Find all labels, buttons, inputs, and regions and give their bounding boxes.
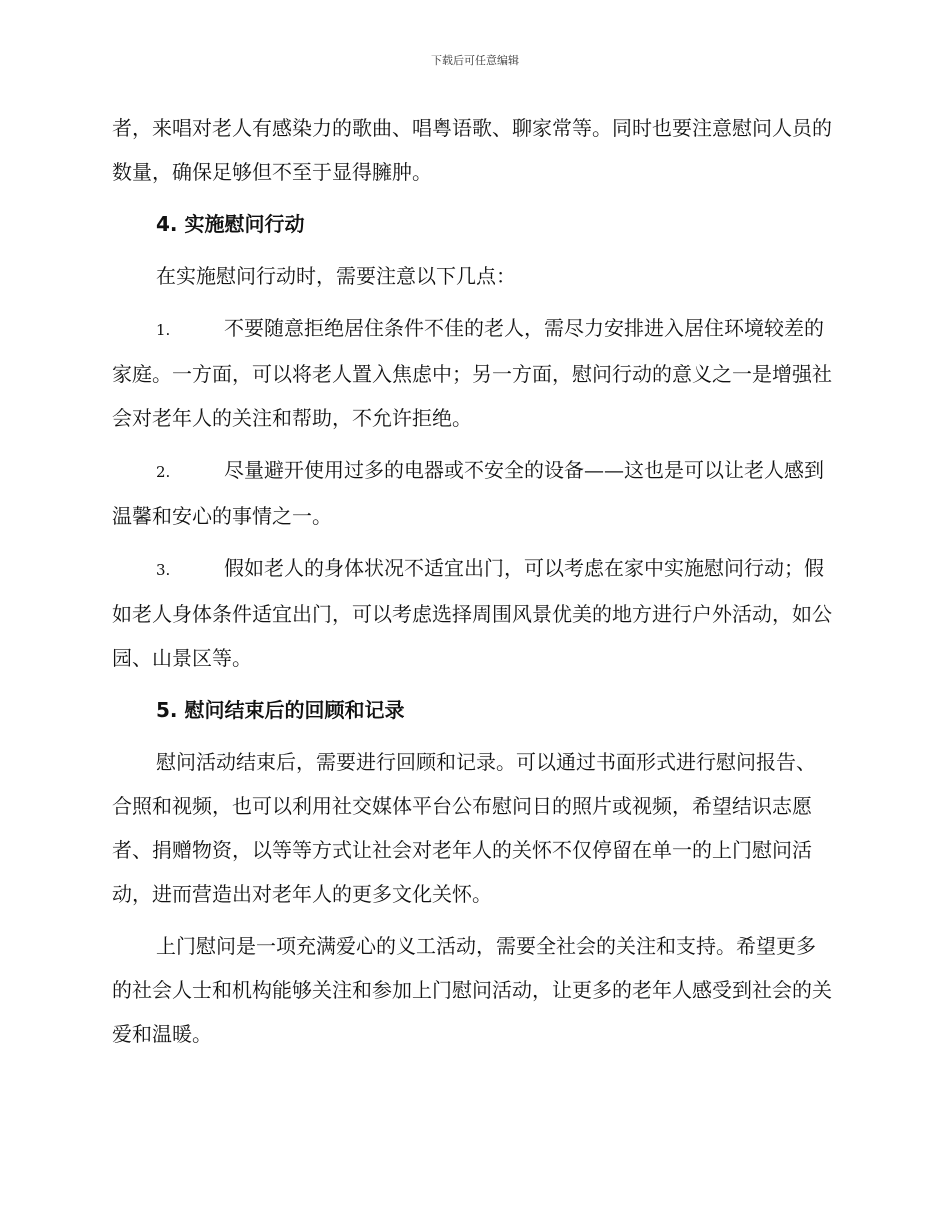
list-item-text: 不要随意拒绝居住条件不佳的老人，需尽力安排进入居住环境较差的家庭。一方面，可以将老人置入焦虑中；另一方面，慰问行动的意义之一是增强社会对老年人的关注和帮助，不允许拒绝。 [112,316,832,430]
document-body [112,106,834,1064]
section-4-lead: 在实施慰问行动时，需要注意以下几点： [156,264,516,288]
page-header: 下载后可任意编辑 [431,54,519,67]
list-item-text: 尽量避开使用过多的电器或不安全的设备——这也是可以让老人感到温馨和安心的事情之一。 [112,458,824,528]
intro-paragraph: 者，来唱对老人有感染力的歌曲、唱粤语歌、聊家常等。同时也要注意慰问人员的数量，确保足够但不至于显得臃肿。 [112,116,832,184]
section-5-heading: 5. 慰问结束后的回顾和记录 [156,698,405,722]
list-item-number: 3. [156,561,171,579]
list-item-number: 2. [156,463,171,481]
section-5-paragraph-2: 上门慰问是一项充满爱心的义工活动，需要全社会的关注和支持。希望更多的社会人士和机构能够关注和参加上门慰问活动，让更多的老年人感受到社会的关爱和温暖。 [112,934,832,1046]
list-item-text: 假如老人的身体状况不适宜出门，可以考虑在家中实施慰问行动；假如老人身体条件适宜出门，可以考虑选择周围风景优美的地方进行户外活动，如公园、山景区等。 [112,556,832,670]
section-4-heading: 4. 实施慰问行动 [156,212,305,236]
list-item-1 [112,306,834,440]
list-item-number: 1. [156,321,171,339]
list-item-2 [112,448,834,538]
list-item-3 [112,546,834,680]
section-5-paragraph-1: 慰问活动结束后，需要进行回顾和记录。可以通过书面形式进行慰问报告、合照和视频，也可以利用社交媒体平台公布慰问日的照片或视频，希望结识志愿者、捐赠物资，以等等方式让社会对老年人的关怀不仅停留在单一的上门慰问活动，进而营造出对老年人的更多文化关怀。 [112,750,816,906]
